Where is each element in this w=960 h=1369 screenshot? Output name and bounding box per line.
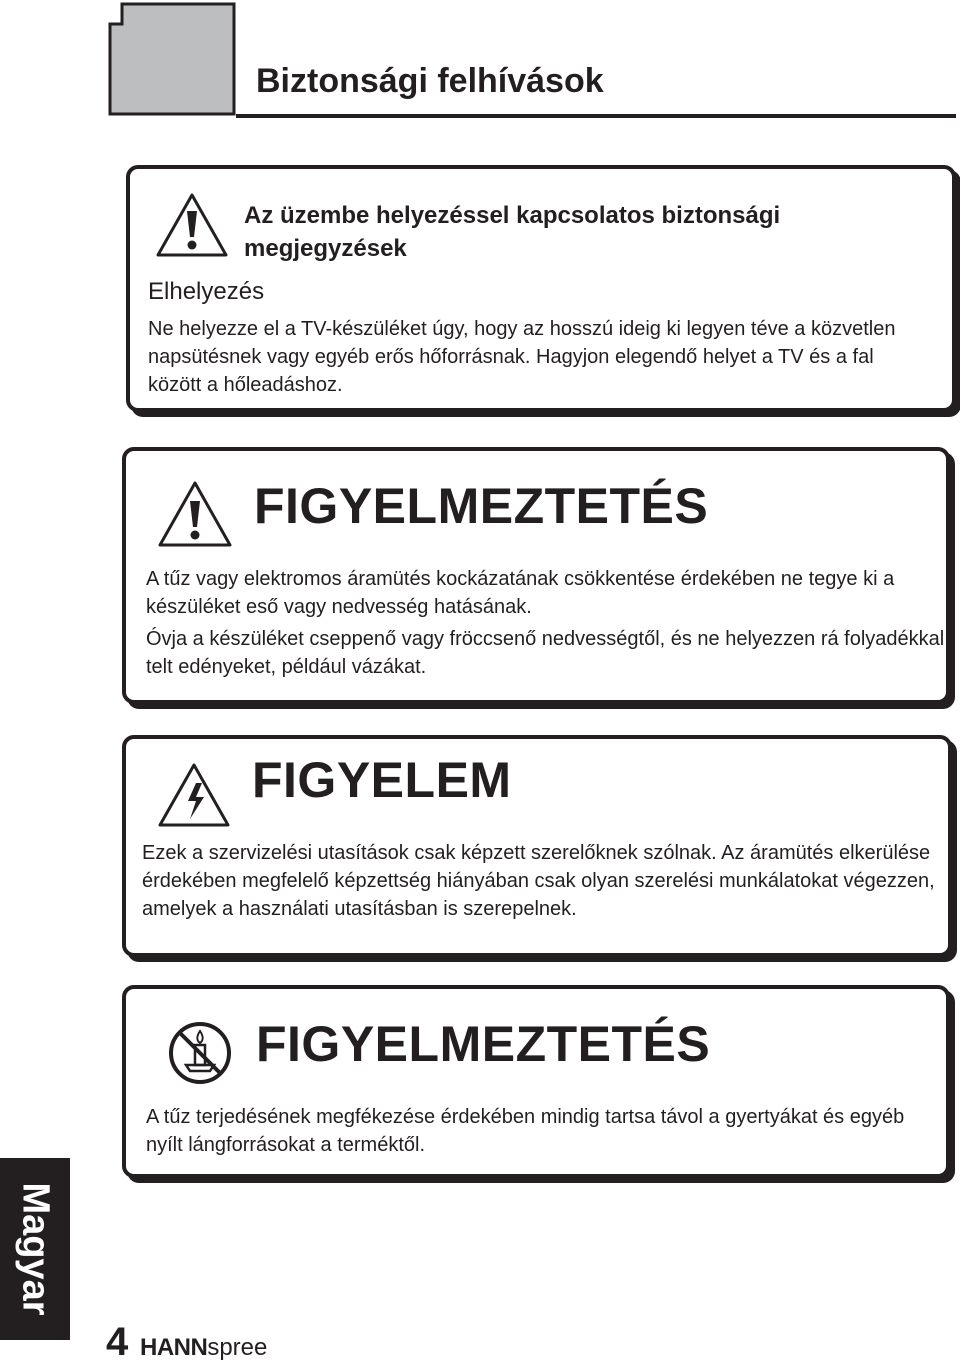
warning-triangle-icon: [154, 191, 230, 259]
candle-warning-body: A tűz terjedésének megfékezése érdekében mindig tartsa távol a gyertyákat és egyéb nyílt lángforrásokat a terméktől.: [146, 1106, 905, 1156]
service-caution-heading: FIGYELEM: [252, 752, 512, 808]
language-label: Magyar: [14, 1182, 57, 1316]
language-side-tab: [0, 1158, 70, 1340]
installation-notice-box: [126, 165, 956, 412]
installation-body: Ne helyezze el a TV-készüléket úgy, hogy az hosszú ideig ki legyen téve a közvetlen napsütésnek vagy egyéb erős hőforrásnak. Hagyjon elegendő helyet a TV és a fal között a hőleadáshoz.: [148, 318, 896, 396]
title-rule: [236, 114, 956, 118]
candle-warning-box: [122, 985, 950, 1178]
moisture-warning-box: [122, 447, 950, 704]
warning-triangle-icon: [156, 479, 234, 549]
section-tab-graphic: [108, 2, 236, 116]
no-candle-icon: [166, 1019, 234, 1087]
page-title: Biztonsági felhívások: [256, 62, 604, 100]
moisture-warning-paragraph-1: A tűz vagy elektromos áramütés kockázatának csökkentése érdekében ne tegye ki a készüléket eső vagy nedvesség hatásának.: [146, 568, 895, 618]
page-number: 4: [106, 1320, 129, 1364]
service-caution-box: [122, 735, 952, 957]
candle-warning-heading: FIGYELMEZTETÉS: [256, 1016, 711, 1072]
installation-heading: Az üzembe helyezéssel kapcsolatos biztonsági megjegyzések: [244, 202, 781, 262]
installation-subheading: Elhelyezés: [148, 278, 265, 305]
moisture-warning-paragraph-2: Óvja a készüléket cseppenő vagy fröccsenő nedvességtől, és ne helyezzen rá folyadékkal telt edényeket, például vázákat.: [146, 628, 945, 678]
brand-logo-light: spree: [207, 1334, 268, 1361]
service-caution-body: Ezek a szervizelési utasítások csak képzett szerelőknek szólnak. Az áramütés elkerülése érdekében megfelelő képzettség hiányában csak olyan szerelési munkálatokat végezzen, amelyek a használati utasításban is szerepelnek.: [142, 842, 935, 920]
brand-logo: [140, 1336, 267, 1360]
brand-logo-bold: HANN: [140, 1334, 208, 1361]
electric-shock-icon: [156, 761, 232, 831]
moisture-warning-heading: FIGYELMEZTETÉS: [254, 478, 709, 534]
